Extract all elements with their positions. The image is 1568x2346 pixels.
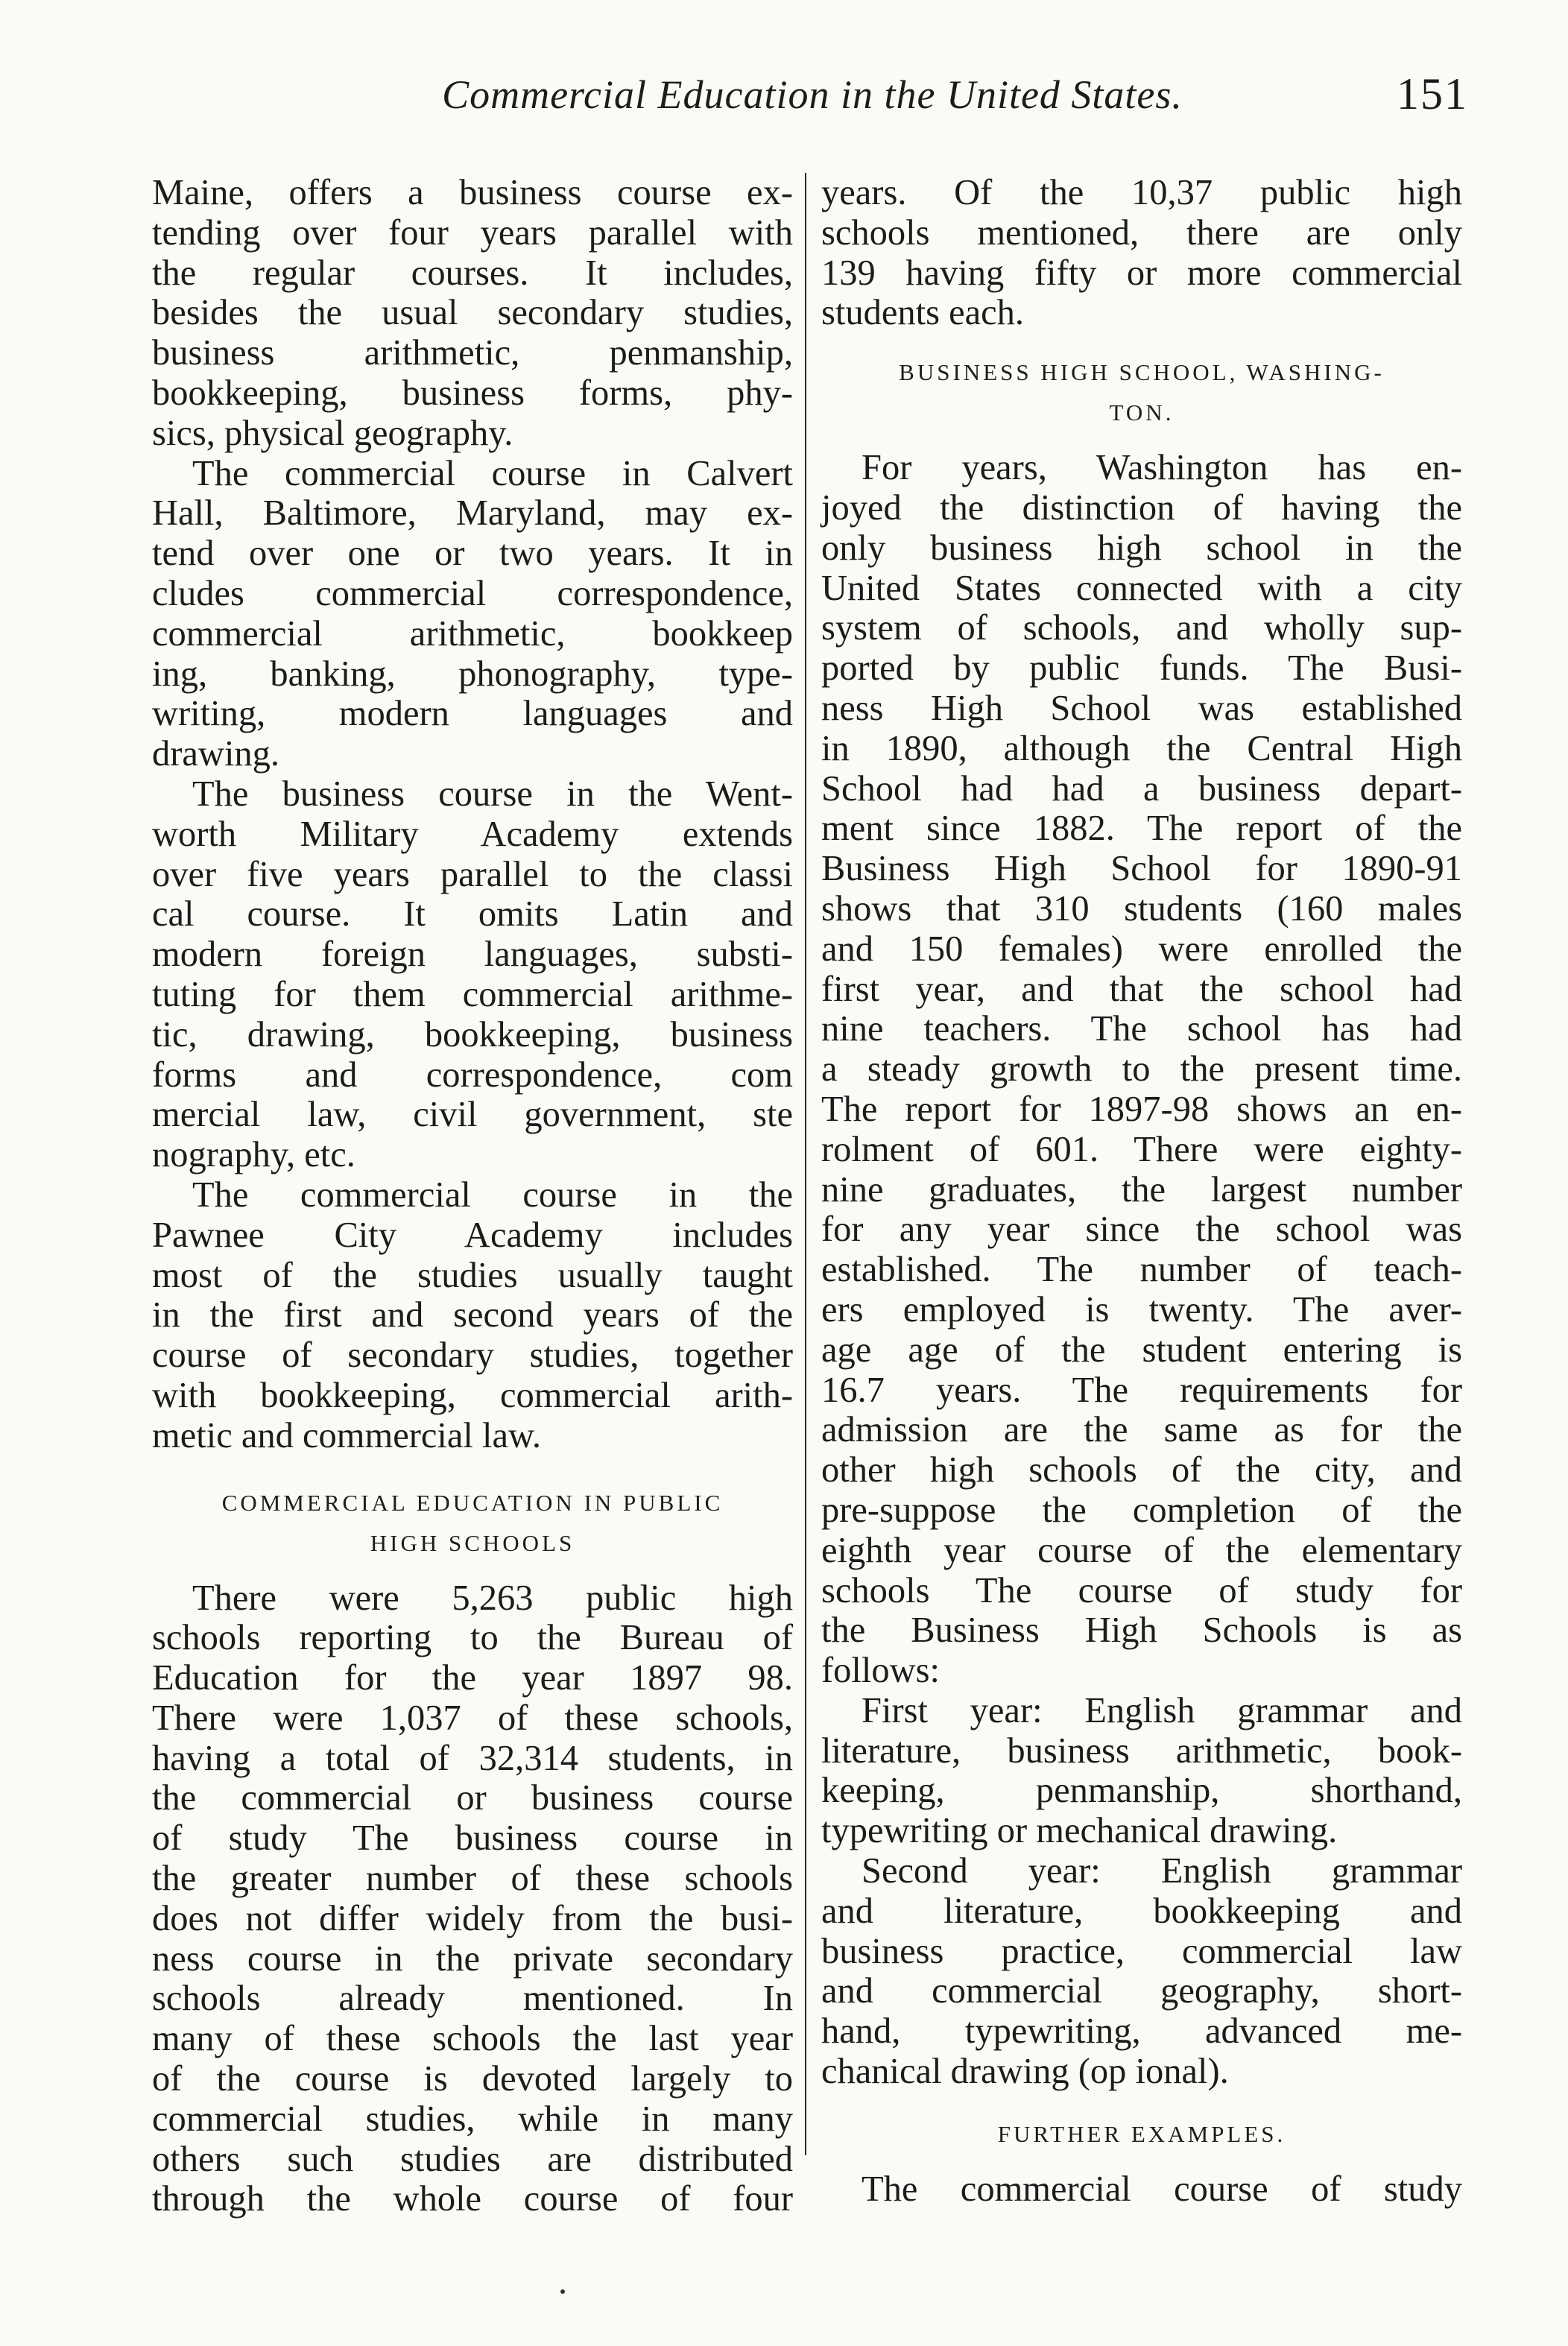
text-line: pre-suppose the completion of the xyxy=(821,1490,1462,1530)
text-line: and literature, bookkeeping and xyxy=(821,1891,1462,1931)
text-line: The commercial course of study xyxy=(862,2169,1462,2209)
text-line: in the first and second years of the xyxy=(152,1295,793,1335)
text-line: ness High School was established xyxy=(821,688,1462,728)
text-line: the commercial or business course xyxy=(152,1778,793,1818)
text-line: tuting for them commercial arithme- xyxy=(152,974,793,1014)
text-line: shows that 310 students (160 males xyxy=(821,888,1462,929)
column-rule xyxy=(805,173,806,2155)
text-line: most of the studies usually taught xyxy=(152,1255,793,1295)
text-line: course of secondary studies, together xyxy=(152,1335,793,1376)
text-line: Business High School for 1890-91 xyxy=(821,849,1462,889)
text-line: There were 1,037 of these schools, xyxy=(152,1698,793,1738)
text-line: ing, banking, phonography, type- xyxy=(152,654,793,694)
heading-line: HIGH SCHOOLS xyxy=(370,1529,575,1556)
text-line: There were 5,263 public high xyxy=(192,1578,793,1618)
section-heading-business-high-school xyxy=(821,352,1462,433)
text-line: joyed the distinction of having the xyxy=(821,487,1462,528)
text-line: The business course in the Went- xyxy=(192,774,793,814)
heading-line: COMMERCIAL EDUCATION IN PUBLIC xyxy=(221,1489,724,1516)
text-line: through the whole course of four xyxy=(152,2179,793,2219)
text-line: ers employed is twenty. The aver- xyxy=(821,1289,1462,1329)
text-line: bookkeeping, business forms, phy- xyxy=(152,373,793,413)
text-line: and 150 females) were enrolled the xyxy=(821,929,1462,969)
text-line: of the course is devoted largely to xyxy=(152,2059,793,2099)
printer-mark xyxy=(560,2289,565,2294)
text-line: 16.7 years. The requirements for xyxy=(821,1370,1462,1410)
text-line: ness course in the private secondary xyxy=(152,1938,793,1979)
text-line: of study The business course in xyxy=(152,1818,793,1859)
text-line: First year: English grammar and xyxy=(862,1690,1462,1730)
text-line: eighth year course of the elementary xyxy=(821,1530,1462,1570)
text-line: over five years parallel to the classi xyxy=(152,854,793,894)
text-line: and commercial geography, short- xyxy=(821,1971,1462,2011)
text-line: many of these schools the last year xyxy=(152,2019,793,2059)
text-line: besides the usual secondary studies, xyxy=(152,293,793,333)
text-line: Second year: English grammar xyxy=(862,1851,1462,1891)
text-line: rolment of 601. There were eighty- xyxy=(821,1129,1462,1169)
paragraph-calvert-hall xyxy=(152,454,793,774)
text-line: tic, drawing, bookkeeping, business xyxy=(152,1014,793,1055)
text-line: years. Of the 10,37 public high xyxy=(821,173,1462,212)
paragraph-washington xyxy=(821,448,1462,1691)
text-line: schools reporting to the Bureau of xyxy=(152,1618,793,1658)
text-line: The report for 1897-98 shows an en- xyxy=(821,1089,1462,1129)
text-line: School had had a business depart- xyxy=(821,768,1462,809)
text-line: The commercial course in the xyxy=(192,1174,793,1215)
text-line: nine graduates, the largest number xyxy=(821,1169,1462,1210)
text-line: keeping, penmanship, shorthand, xyxy=(821,1771,1462,1811)
text-line: nine teachers. The school has had xyxy=(821,1009,1462,1049)
text-line: schools mentioned, there are only xyxy=(821,212,1462,253)
text-line: chanical drawing (op ional). xyxy=(821,2052,1229,2092)
text-line: admission are the same as for the xyxy=(821,1410,1462,1450)
text-line: United States connected with a city xyxy=(821,568,1462,608)
text-line: the Business High Schools is as xyxy=(821,1610,1462,1651)
text-line: ment since 1882. The report of the xyxy=(821,809,1462,849)
text-line: typewriting or mechanical drawing. xyxy=(821,1811,1338,1851)
text-line: worth Military Academy extends xyxy=(152,814,793,854)
text-line: The commercial course in Calvert xyxy=(192,453,793,493)
paragraph-first-year xyxy=(821,1691,1462,1851)
text-line: does not differ widely from the busi- xyxy=(152,1898,793,1938)
text-line: forms and correspondence, com xyxy=(152,1055,793,1095)
heading-line: TON. xyxy=(1109,399,1175,426)
text-line: metic and commercial law. xyxy=(152,1415,542,1455)
text-line: having a total of 32,314 students, in xyxy=(152,1738,793,1778)
text-line: other high schools of the city, and xyxy=(821,1450,1462,1490)
text-line: for any year since the school was xyxy=(821,1210,1462,1250)
text-line: tend over one or two years. It in xyxy=(152,534,793,574)
right-column xyxy=(821,173,1462,2210)
running-title: Commercial Education in the United States. xyxy=(442,72,1183,117)
text-line: in 1890, although the Central High xyxy=(821,728,1462,768)
text-line: cludes commercial correspondence, xyxy=(152,573,793,613)
page-number: 151 xyxy=(1397,69,1468,118)
text-line: sics, physical geography. xyxy=(152,413,513,453)
text-line: business practice, commercial law xyxy=(821,1931,1462,1971)
text-line: tending over four years parallel with xyxy=(152,212,793,253)
paragraph-second-year xyxy=(821,1851,1462,2092)
text-line: business arithmetic, penmanship, xyxy=(152,333,793,373)
paragraph-wentworth xyxy=(152,774,793,1175)
text-line: cal course. It omits Latin and xyxy=(152,894,793,935)
heading-line: FURTHER EXAMPLES. xyxy=(997,2120,1286,2147)
text-line: the regular courses. It includes, xyxy=(152,253,793,293)
text-line: 139 having fifty or more commercial xyxy=(821,253,1462,293)
text-line: a steady growth to the present time. xyxy=(821,1049,1462,1090)
text-line: drawing. xyxy=(152,734,280,774)
text-line: mercial law, civil government, ste xyxy=(152,1095,793,1135)
text-line: Pawnee City Academy includes xyxy=(152,1215,793,1255)
text-line: writing, modern languages and xyxy=(152,694,793,734)
paragraph-public-high-schools xyxy=(152,1578,793,2220)
text-line: Hall, Baltimore, Maryland, may ex- xyxy=(152,493,793,534)
text-line: others such studies are distributed xyxy=(152,2139,793,2179)
text-line: age age of the student entering is xyxy=(821,1329,1462,1370)
heading-line: BUSINESS HIGH SCHOOL, WASHING- xyxy=(899,359,1385,386)
text-line: students each. xyxy=(821,293,1025,333)
text-line: the greater number of these schools xyxy=(152,1859,793,1899)
text-line: Education for the year 1897 98. xyxy=(152,1658,793,1698)
text-line: with bookkeeping, commercial arith- xyxy=(152,1375,793,1415)
text-line: ported by public funds. The Busi- xyxy=(821,648,1462,689)
text-line: commercial arithmetic, bookkeep xyxy=(152,613,793,654)
text-line: first year, and that the school had xyxy=(821,969,1462,1009)
text-line: For years, Washington has en- xyxy=(862,448,1462,488)
section-heading-further-examples xyxy=(821,2114,1462,2154)
text-line: schools The course of study for xyxy=(821,1570,1462,1610)
text-line: nography, etc. xyxy=(152,1135,355,1175)
left-column xyxy=(152,173,793,2219)
text-line: established. The number of teach- xyxy=(821,1250,1462,1290)
text-line: literature, business arithmetic, book- xyxy=(821,1730,1462,1771)
section-heading-public-high-schools xyxy=(152,1483,793,1564)
paragraph-pawnee-city xyxy=(152,1175,793,1456)
running-header xyxy=(149,69,1468,131)
paragraph-continued xyxy=(821,173,1462,333)
text-line: only business high school in the xyxy=(821,528,1462,568)
paragraph-maine xyxy=(152,173,793,454)
text-line: schools already mentioned. In xyxy=(152,1979,793,2019)
text-line: Maine, offers a business course ex- xyxy=(152,173,793,212)
text-line: system of schools, and wholly sup- xyxy=(821,608,1462,648)
text-line: follows: xyxy=(821,1651,940,1691)
text-line: commercial studies, while in many xyxy=(152,2099,793,2139)
text-line: hand, typewriting, advanced me- xyxy=(821,2011,1462,2052)
paragraph-further-examples xyxy=(821,2169,1462,2210)
text-line: modern foreign languages, substi- xyxy=(152,935,793,975)
